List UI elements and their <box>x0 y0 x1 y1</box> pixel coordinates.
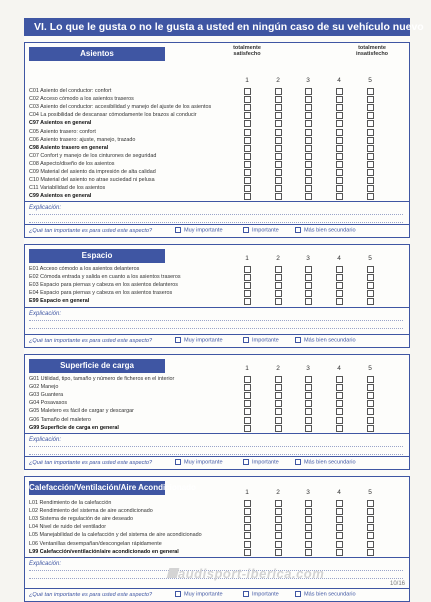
rating-checkbox[interactable] <box>336 153 343 160</box>
column-number: 5 <box>368 489 372 496</box>
rating-checkbox[interactable] <box>275 384 282 391</box>
rating-item: L05 Manejabilidad de la calefacción y del sistema de aire acondicionado <box>29 532 202 539</box>
rating-checkbox[interactable] <box>336 298 343 305</box>
rating-checkbox[interactable] <box>244 408 251 415</box>
explanation-input-line[interactable] <box>29 328 403 329</box>
section-2 <box>24 244 410 348</box>
rating-checkbox[interactable] <box>305 392 312 399</box>
column-number: 1 <box>245 77 249 84</box>
rating-checkbox[interactable] <box>244 541 251 548</box>
rating-checkbox[interactable] <box>244 88 251 95</box>
rating-checkbox[interactable] <box>275 500 282 507</box>
column-number: 2 <box>276 77 280 84</box>
rating-checkbox[interactable] <box>336 104 343 111</box>
rating-checkbox[interactable] <box>275 112 282 119</box>
rating-item: C11 Variabilidad de los asientos <box>29 185 106 192</box>
rating-checkbox[interactable] <box>367 145 374 152</box>
rating-checkbox[interactable] <box>305 400 312 407</box>
rating-item: G04 Posavasos <box>29 400 68 407</box>
importance-option-label: Más bien secundario <box>304 591 356 598</box>
rating-checkbox[interactable] <box>336 549 343 556</box>
rating-checkbox[interactable] <box>305 193 312 200</box>
divider <box>25 557 409 558</box>
rating-checkbox[interactable] <box>244 549 251 556</box>
rating-checkbox[interactable] <box>244 290 251 297</box>
rating-item: L02 Rendimiento del sistema de aire acondicionado <box>29 508 153 515</box>
rating-checkbox[interactable] <box>305 112 312 119</box>
rating-item: E02 Cómoda entrada y salida en cuanto a los asientos traseros <box>29 274 181 281</box>
rating-checkbox[interactable] <box>275 282 282 289</box>
rating-checkbox[interactable] <box>336 185 343 192</box>
rating-checkbox[interactable] <box>275 425 282 432</box>
rating-checkbox[interactable] <box>305 532 312 539</box>
rating-checkbox[interactable] <box>336 392 343 399</box>
watermark: audisport-iberica.com <box>178 566 325 581</box>
importance-option-label: Muy importante <box>184 227 223 234</box>
rating-item: C09 Material del asiento da impresión de alta calidad <box>29 169 156 175</box>
rating-checkbox[interactable] <box>244 145 251 152</box>
rating-checkbox[interactable] <box>305 137 312 144</box>
rating-checkbox[interactable] <box>275 524 282 531</box>
rating-checkbox[interactable] <box>275 129 282 136</box>
importance-option[interactable] <box>175 227 223 233</box>
rating-item: L03 Sistema de regulación de aire deseado <box>29 516 133 523</box>
rating-checkbox[interactable] <box>367 524 374 531</box>
importance-question: ¿Qué tan importante es para usted este aspecto? <box>29 592 153 598</box>
importance-option[interactable] <box>295 227 356 233</box>
rating-checkbox[interactable] <box>305 177 312 184</box>
rating-checkbox[interactable] <box>244 298 251 305</box>
rating-item: G03 Guantera <box>29 392 64 399</box>
rating-item: G02 Manejo <box>29 384 59 391</box>
rating-checkbox[interactable] <box>367 417 374 424</box>
rating-checkbox[interactable] <box>336 425 343 432</box>
rating-checkbox[interactable] <box>275 508 282 515</box>
rating-item: E04 Espacio para piernas y cabeza en los asientos traseros <box>29 290 173 297</box>
rating-checkbox[interactable] <box>367 161 374 168</box>
rating-checkbox[interactable] <box>336 274 343 281</box>
importance-checkbox[interactable] <box>175 337 181 343</box>
importance-checkbox[interactable] <box>175 227 181 233</box>
rating-checkbox[interactable] <box>336 417 343 424</box>
rating-checkbox[interactable] <box>275 532 282 539</box>
explanation-label: Explicación: <box>29 560 62 567</box>
rating-checkbox[interactable] <box>305 516 312 523</box>
rating-checkbox[interactable] <box>336 524 343 531</box>
rating-checkbox[interactable] <box>336 408 343 415</box>
rating-checkbox[interactable] <box>305 266 312 273</box>
rating-item: E99 Espacio en general <box>29 298 90 305</box>
column-number: 2 <box>276 365 280 372</box>
rating-checkbox[interactable] <box>305 376 312 383</box>
rating-checkbox[interactable] <box>336 177 343 184</box>
rating-checkbox[interactable] <box>305 96 312 103</box>
rating-checkbox[interactable] <box>305 282 312 289</box>
importance-option-label: Importante <box>252 591 279 598</box>
rating-checkbox[interactable] <box>336 112 343 119</box>
importance-checkbox[interactable] <box>243 337 249 343</box>
rating-checkbox[interactable] <box>336 541 343 548</box>
column-number: 5 <box>368 77 372 84</box>
rating-checkbox[interactable] <box>244 274 251 281</box>
rating-item: C05 Asiento trasero: confort <box>29 128 96 135</box>
rating-checkbox[interactable] <box>367 532 374 539</box>
rating-checkbox[interactable] <box>336 96 343 103</box>
rating-checkbox[interactable] <box>275 417 282 424</box>
section-title: Asientos <box>29 47 165 61</box>
importance-checkbox[interactable] <box>243 459 249 465</box>
rating-checkbox[interactable] <box>275 274 282 281</box>
importance-option[interactable] <box>175 337 223 343</box>
rating-checkbox[interactable] <box>336 376 343 383</box>
explanation-label: Explicación: <box>29 205 62 212</box>
rating-item: C01 Asiento del conductor: confort <box>29 88 112 94</box>
rating-item: E03 Espacio para piernas y cabeza en los asientos delanteros <box>29 282 178 289</box>
rating-item: G01 Utilidad, tipo, tamaño y número de ficheros en el interior <box>29 376 175 382</box>
rating-checkbox[interactable] <box>275 541 282 548</box>
rating-checkbox[interactable] <box>367 516 374 523</box>
rating-checkbox[interactable] <box>336 193 343 200</box>
importance-option-label: Muy importante <box>184 459 223 466</box>
importance-option[interactable] <box>243 459 279 465</box>
importance-option[interactable] <box>243 337 279 343</box>
importance-option[interactable] <box>243 591 279 597</box>
rating-checkbox[interactable] <box>336 145 343 152</box>
rating-checkbox[interactable] <box>244 177 251 184</box>
scale-left-label: totalmente satisfecho <box>233 45 261 57</box>
rating-checkbox[interactable] <box>367 104 374 111</box>
rating-checkbox[interactable] <box>305 500 312 507</box>
column-number: 3 <box>306 489 310 496</box>
rating-item: E01 Acceso cómodo a los asientos delanteros <box>29 266 140 272</box>
rating-checkbox[interactable] <box>367 298 374 305</box>
rating-checkbox[interactable] <box>244 129 251 136</box>
column-number: 5 <box>368 255 372 262</box>
rating-checkbox[interactable] <box>244 392 251 399</box>
importance-checkbox[interactable] <box>243 227 249 233</box>
importance-checkbox[interactable] <box>175 459 181 465</box>
rating-checkbox[interactable] <box>336 290 343 297</box>
rating-checkbox[interactable] <box>305 290 312 297</box>
rating-checkbox[interactable] <box>305 549 312 556</box>
column-number: 3 <box>306 365 310 372</box>
importance-option-label: Más bien secundario <box>304 227 356 234</box>
rating-item: L99 Calefacción/ventilación/aire acondicionado en general <box>29 548 179 555</box>
rating-checkbox[interactable] <box>244 112 251 119</box>
rating-checkbox[interactable] <box>367 120 374 127</box>
page-title: VI. Lo que le gusta o no le gusta a usted en ningún caso de su vehículo nuevo <box>24 18 410 36</box>
explanation-input-line[interactable] <box>29 446 403 447</box>
rating-checkbox[interactable] <box>305 129 312 136</box>
section-1 <box>24 42 410 238</box>
rating-item: C98 Asiento trasero en general <box>29 144 109 151</box>
rating-item: G99 Superficie de carga en general <box>29 424 119 431</box>
rating-checkbox[interactable] <box>367 392 374 399</box>
rating-checkbox[interactable] <box>336 120 343 127</box>
rating-checkbox[interactable] <box>336 169 343 176</box>
rating-item: C10 Material del asiento no atrae suciedad ni pelusa <box>29 177 155 184</box>
rating-checkbox[interactable] <box>367 500 374 507</box>
column-number: 3 <box>306 77 310 84</box>
column-number: 3 <box>306 255 310 262</box>
importance-checkbox[interactable] <box>295 337 301 343</box>
rating-checkbox[interactable] <box>305 524 312 531</box>
rating-checkbox[interactable] <box>367 177 374 184</box>
importance-option-label: Muy importante <box>184 337 223 344</box>
importance-option-label: Importante <box>252 459 279 466</box>
questionnaire-page <box>24 18 424 598</box>
rating-item: C06 Asiento trasero: ajuste, manejo, trazado <box>29 136 136 143</box>
column-number: 1 <box>245 255 249 262</box>
rating-checkbox[interactable] <box>367 274 374 281</box>
rating-item: C07 Confort y manejo de los cinturones de seguridad <box>29 152 157 159</box>
rating-item: C02 Acceso cómodo a los asientos traseros <box>29 96 134 103</box>
explanation-input-line[interactable] <box>29 454 403 455</box>
rating-checkbox[interactable] <box>275 376 282 383</box>
rating-checkbox[interactable] <box>275 400 282 407</box>
rating-checkbox[interactable] <box>367 425 374 432</box>
rating-item: C08 Aspecto/diseño de los asientos <box>29 160 115 167</box>
divider <box>25 456 409 457</box>
explanation-input-line[interactable] <box>29 320 403 321</box>
rating-checkbox[interactable] <box>336 400 343 407</box>
importance-option[interactable] <box>295 591 356 597</box>
importance-option-label: Importante <box>252 337 279 344</box>
column-number: 4 <box>337 77 341 84</box>
importance-option[interactable] <box>295 337 356 343</box>
rating-checkbox[interactable] <box>244 376 251 383</box>
rating-checkbox[interactable] <box>336 532 343 539</box>
rating-checkbox[interactable] <box>367 88 374 95</box>
rating-checkbox[interactable] <box>336 266 343 273</box>
importance-checkbox[interactable] <box>295 227 301 233</box>
rating-checkbox[interactable] <box>275 408 282 415</box>
rating-checkbox[interactable] <box>244 532 251 539</box>
importance-option-label: Muy importante <box>184 591 223 598</box>
rating-checkbox[interactable] <box>367 169 374 176</box>
rating-checkbox[interactable] <box>244 425 251 432</box>
importance-checkbox[interactable] <box>243 591 249 597</box>
column-number: 4 <box>337 365 341 372</box>
rating-item: L01 Rendimiento de la calefacción <box>29 500 112 506</box>
rating-checkbox[interactable] <box>336 88 343 95</box>
column-number: 4 <box>337 489 341 496</box>
rating-checkbox[interactable] <box>275 145 282 152</box>
rating-item: C97 Asientos en general <box>29 120 92 127</box>
rating-checkbox[interactable] <box>336 384 343 391</box>
divider <box>25 588 409 589</box>
rating-checkbox[interactable] <box>336 508 343 515</box>
rating-checkbox[interactable] <box>367 541 374 548</box>
rating-item: G06 Tamaño del maletero <box>29 416 91 423</box>
rating-checkbox[interactable] <box>305 161 312 168</box>
importance-question: ¿Qué tan importante es para usted este aspecto? <box>29 228 153 234</box>
rating-checkbox[interactable] <box>244 282 251 289</box>
rating-checkbox[interactable] <box>336 516 343 523</box>
rating-checkbox[interactable] <box>244 169 251 176</box>
rating-checkbox[interactable] <box>305 153 312 160</box>
rating-item: C99 Asientos en general <box>29 193 92 200</box>
rating-checkbox[interactable] <box>336 161 343 168</box>
rating-checkbox[interactable] <box>336 137 343 144</box>
importance-checkbox[interactable] <box>295 591 301 597</box>
column-number: 2 <box>276 255 280 262</box>
rating-checkbox[interactable] <box>336 500 343 507</box>
rating-checkbox[interactable] <box>244 120 251 127</box>
rating-checkbox[interactable] <box>367 266 374 273</box>
explanation-label: Explicación: <box>29 310 62 317</box>
rating-checkbox[interactable] <box>305 274 312 281</box>
rating-checkbox[interactable] <box>244 417 251 424</box>
rating-checkbox[interactable] <box>367 129 374 136</box>
rating-checkbox[interactable] <box>367 112 374 119</box>
importance-option-label: Más bien secundario <box>304 337 356 344</box>
rating-checkbox[interactable] <box>244 384 251 391</box>
importance-option[interactable] <box>295 459 356 465</box>
scale-right-label: totalmente insatisfecho <box>355 45 389 57</box>
rating-checkbox[interactable] <box>305 145 312 152</box>
rating-checkbox[interactable] <box>367 137 374 144</box>
importance-checkbox[interactable] <box>295 459 301 465</box>
rating-item: C04 La posibilidad de descansar cómodamente los brazos al conducir <box>29 112 197 119</box>
divider <box>25 224 409 225</box>
rating-checkbox[interactable] <box>244 193 251 200</box>
rating-checkbox[interactable] <box>305 508 312 515</box>
rating-checkbox[interactable] <box>367 549 374 556</box>
rating-checkbox[interactable] <box>367 96 374 103</box>
divider <box>25 307 409 308</box>
explanation-label: Explicación: <box>29 436 62 443</box>
section-3 <box>24 354 410 470</box>
rating-checkbox[interactable] <box>244 524 251 531</box>
rating-checkbox[interactable] <box>336 282 343 289</box>
divider <box>25 433 409 434</box>
rating-checkbox[interactable] <box>244 516 251 523</box>
rating-checkbox[interactable] <box>244 400 251 407</box>
rating-checkbox[interactable] <box>305 425 312 432</box>
section-title: Calefacción/Ventilación/Aire Acondicionado <box>29 481 165 495</box>
rating-checkbox[interactable] <box>305 298 312 305</box>
rating-checkbox[interactable] <box>275 137 282 144</box>
rating-checkbox[interactable] <box>275 290 282 297</box>
rating-checkbox[interactable] <box>367 185 374 192</box>
rating-item: C03 Asiento del conductor: accesibilidad y manejo del ajuste de los asientos <box>29 104 212 111</box>
rating-checkbox[interactable] <box>367 376 374 383</box>
rating-item: L06 Ventanillas desempañan/descongelan rápidamente <box>29 540 162 547</box>
rating-checkbox[interactable] <box>367 193 374 200</box>
page-number: 10/16 <box>389 581 405 587</box>
rating-checkbox[interactable] <box>275 193 282 200</box>
rating-checkbox[interactable] <box>244 137 251 144</box>
rating-checkbox[interactable] <box>244 185 251 192</box>
section-title: Espacio <box>29 249 165 263</box>
rating-checkbox[interactable] <box>275 120 282 127</box>
importance-option-label: Más bien secundario <box>304 459 356 466</box>
divider <box>25 201 409 202</box>
rating-checkbox[interactable] <box>244 500 251 507</box>
rating-checkbox[interactable] <box>275 266 282 273</box>
rating-checkbox[interactable] <box>275 392 282 399</box>
rating-checkbox[interactable] <box>367 282 374 289</box>
importance-checkbox[interactable] <box>175 591 181 597</box>
rating-checkbox[interactable] <box>305 408 312 415</box>
rating-checkbox[interactable] <box>305 417 312 424</box>
rating-checkbox[interactable] <box>275 88 282 95</box>
rating-checkbox[interactable] <box>367 400 374 407</box>
rating-checkbox[interactable] <box>275 153 282 160</box>
importance-option[interactable] <box>175 591 223 597</box>
rating-checkbox[interactable] <box>305 169 312 176</box>
rating-checkbox[interactable] <box>275 298 282 305</box>
rating-checkbox[interactable] <box>244 104 251 111</box>
rating-checkbox[interactable] <box>367 290 374 297</box>
rating-checkbox[interactable] <box>244 153 251 160</box>
rating-checkbox[interactable] <box>275 549 282 556</box>
rating-checkbox[interactable] <box>305 120 312 127</box>
rating-checkbox[interactable] <box>275 177 282 184</box>
rating-checkbox[interactable] <box>275 185 282 192</box>
rating-item: L04 Nivel de ruido del ventilador <box>29 524 107 531</box>
rating-checkbox[interactable] <box>305 104 312 111</box>
rating-checkbox[interactable] <box>244 96 251 103</box>
rating-checkbox[interactable] <box>275 161 282 168</box>
column-number: 5 <box>368 365 372 372</box>
rating-checkbox[interactable] <box>305 384 312 391</box>
section-title: Superficie de carga <box>29 359 165 373</box>
rating-checkbox[interactable] <box>275 516 282 523</box>
divider <box>25 334 409 335</box>
rating-checkbox[interactable] <box>336 129 343 136</box>
importance-option[interactable] <box>243 227 279 233</box>
column-number: 1 <box>245 365 249 372</box>
rating-checkbox[interactable] <box>367 384 374 391</box>
importance-option-label: Importante <box>252 227 279 234</box>
rating-checkbox[interactable] <box>367 153 374 160</box>
rating-checkbox[interactable] <box>275 169 282 176</box>
rating-checkbox[interactable] <box>305 185 312 192</box>
rating-checkbox[interactable] <box>305 541 312 548</box>
rating-checkbox[interactable] <box>275 96 282 103</box>
column-number: 2 <box>276 489 280 496</box>
rating-checkbox[interactable] <box>367 508 374 515</box>
importance-question: ¿Qué tan importante es para usted este aspecto? <box>29 460 153 466</box>
rating-checkbox[interactable] <box>275 104 282 111</box>
rating-checkbox[interactable] <box>305 88 312 95</box>
column-number: 4 <box>337 255 341 262</box>
importance-option[interactable] <box>175 459 223 465</box>
column-number: 1 <box>245 489 249 496</box>
explanation-input-line[interactable] <box>29 214 403 215</box>
rating-checkbox[interactable] <box>244 161 251 168</box>
rating-checkbox[interactable] <box>367 408 374 415</box>
importance-question: ¿Qué tan importante es para usted este aspecto? <box>29 338 153 344</box>
rating-checkbox[interactable] <box>244 508 251 515</box>
rating-checkbox[interactable] <box>244 266 251 273</box>
section-4 <box>24 476 410 602</box>
rating-item: G05 Maletero es fácil de cargar y descargar <box>29 408 134 415</box>
